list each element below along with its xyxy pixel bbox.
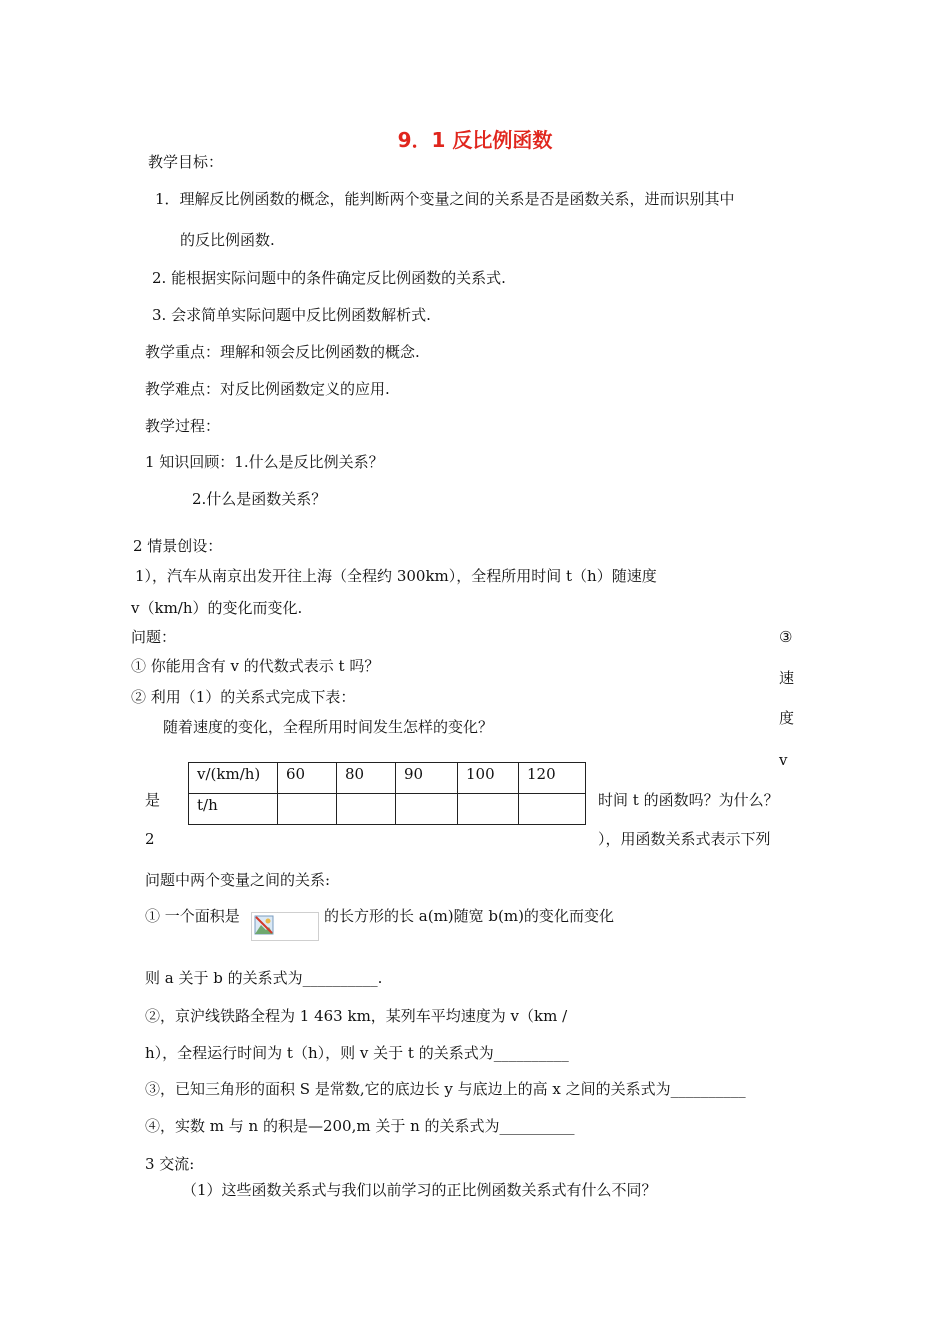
table-cell: 60 xyxy=(278,763,337,794)
question-label: 问题： xyxy=(131,628,177,646)
difficulty: 教学难点：对反比例函数定义的应用. xyxy=(145,380,390,398)
problem-3: ③，已知三角形的面积 S 是常数,它的底边长 y 与底边上的高 x 之间的关系式为__________ xyxy=(145,1080,746,1098)
table-cell: v/(km/h) xyxy=(189,763,278,794)
table-cell: 120 xyxy=(519,763,586,794)
question-3-vertical-2: 速 xyxy=(779,669,795,687)
question-3-vertical-1: ③ xyxy=(779,628,793,646)
exchange-question-1: （1）这些函数关系式与我们以前学习的正比例函数关系式有什么不同？ xyxy=(182,1181,657,1199)
question-2: ② 利用（1）的关系式完成下表： xyxy=(131,688,356,706)
table-row xyxy=(189,763,586,794)
table-cell: 80 xyxy=(337,763,396,794)
table-cell xyxy=(458,794,519,825)
table-cell xyxy=(396,794,458,825)
scenario-line-1: 1），汽车从南京出发开往上海（全程约 300km），全程所用时间 t（h）随速度 xyxy=(135,567,657,585)
problem-1-before: ① 一个面积是 xyxy=(145,907,240,925)
problem-4: ④，实数 m 与 n 的积是—200,m 关于 n 的关系式为__________ xyxy=(145,1117,575,1135)
side-text-two: 2 xyxy=(145,830,155,848)
objective-1-line-2: 的反比例函数. xyxy=(180,231,275,249)
problem-2-line-1: ②，京沪线铁路全程为 1 463 km，某列车平均速度为 v（km / xyxy=(145,1007,568,1025)
question-1: ① 你能用含有 v 的代数式表示 t 吗？ xyxy=(131,657,380,675)
problem-1-after: 的长方形的长 a(m)随宽 b(m)的变化而变化 xyxy=(324,907,614,925)
question-3-tail: 时间 t 的函数吗？为什么？ xyxy=(598,791,779,809)
broken-image-icon xyxy=(254,915,274,935)
table-cell xyxy=(278,794,337,825)
review-line-1: 1 知识回顾：1.什么是反比例关系？ xyxy=(145,453,384,471)
table-cell: t/h xyxy=(189,794,278,825)
exchange-heading: 3 交流: xyxy=(145,1155,195,1173)
question-3-vertical-3: 度 xyxy=(779,709,795,727)
objective-2: 2. 能根据实际问题中的条件确定反比例函数的关系式. xyxy=(152,269,506,287)
side-text-is: 是 xyxy=(145,791,161,809)
page-title: 9．1 反比例函数 xyxy=(397,128,553,152)
table-cell xyxy=(519,794,586,825)
problem-1-line-2: 则 a 关于 b 的关系式为__________. xyxy=(145,969,383,987)
scenario-heading: 2 情景创设： xyxy=(133,537,223,555)
right-tail: ），用函数关系式表示下列 xyxy=(598,830,771,848)
table-cell xyxy=(337,794,396,825)
scenario-continue: 问题中两个变量之间的关系: xyxy=(145,871,331,889)
table-cell: 90 xyxy=(396,763,458,794)
table-row xyxy=(189,794,586,825)
broken-image-placeholder xyxy=(251,912,319,941)
process-heading: 教学过程： xyxy=(145,417,221,435)
table-cell: 100 xyxy=(458,763,519,794)
objective-3: 3. 会求简单实际问题中反比例函数解析式. xyxy=(152,306,431,324)
question-3-vertical-4: v xyxy=(779,751,788,769)
review-line-2: 2.什么是函数关系？ xyxy=(192,490,327,508)
scenario-line-2: v（km/h）的变化而变化. xyxy=(131,599,303,617)
problem-2-line-2: h），全程运行时间为 t（h），则 v 关于 t 的关系式为__________ xyxy=(145,1044,569,1062)
key-point: 教学重点：理解和领会反比例函数的概念. xyxy=(145,343,420,361)
objectives-heading: 教学目标： xyxy=(148,153,224,171)
question-2-follow: 随着速度的变化，全程所用时间发生怎样的变化？ xyxy=(163,718,494,736)
speed-time-table xyxy=(188,762,586,825)
objective-1-line-1: 1．理解反比例函数的概念，能判断两个变量之间的关系是否是函数关系，进而识别其中 xyxy=(155,190,735,208)
